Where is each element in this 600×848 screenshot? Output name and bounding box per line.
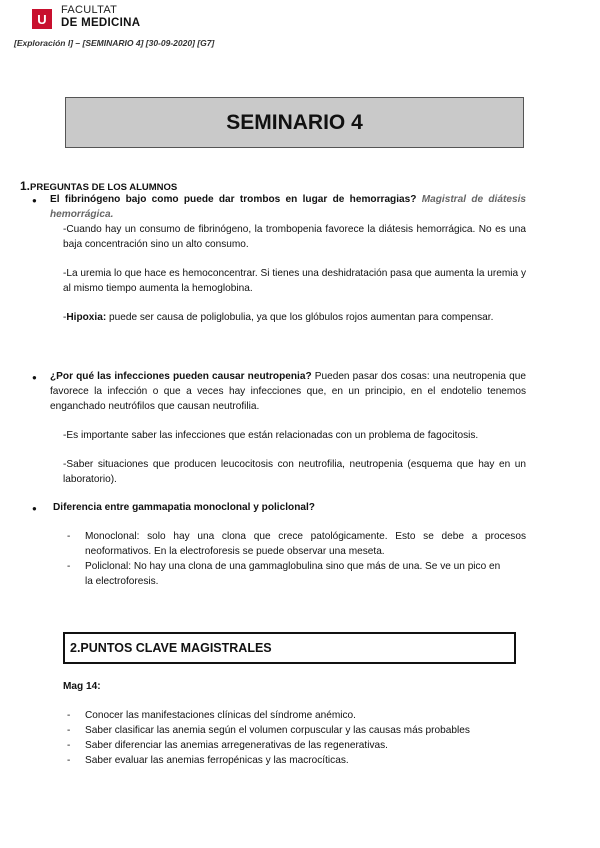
section1-title: PREGUNTAS DE LOS ALUMNOS xyxy=(30,182,178,193)
dash-marker: - xyxy=(67,710,71,721)
question-2-answer: Pueden pasar dos cosas: una neutropenia que favorece la infección o que a veces hay infecciones que, en un principio, en el endotelio tenemos enganchado neutrófilos que causan neutrofilia. xyxy=(50,371,526,412)
university-logo xyxy=(32,9,52,29)
question-3: Diferencia entre gammapatia monoclonal y policlonal? xyxy=(53,502,315,513)
document-subheader: [Exploración I] – [SEMINARIO 4] [30-09-2020] [G7] xyxy=(14,38,215,48)
q3-item-policlonal: Policlonal: No hay una clona de una gammaglobulina sino que más de una. Se ve un pico en la electroforesis. xyxy=(85,561,501,587)
q1-p3-bold: Hipoxia: xyxy=(66,312,107,323)
q2-paragraph-2: -Saber situaciones que producen leucocitosis con neutrofilia, neutropenia (esquema que hay en un laboratorio). xyxy=(63,459,526,485)
question-2-text: ¿Por qué las infecciones pueden causar neutropenia? xyxy=(50,371,312,382)
logo-letter: U xyxy=(37,11,47,27)
question-2 xyxy=(50,369,526,414)
dash-marker: - xyxy=(67,740,71,751)
keypoint-item: Saber clasificar las anemia según el volumen corpuscular y las causas más probables xyxy=(85,725,470,736)
dash-marker: - xyxy=(67,561,71,572)
page-title: SEMINARIO 4 xyxy=(226,110,363,134)
section1-number: 1. xyxy=(20,179,31,193)
section2-heading: 2.PUNTOS CLAVE MAGISTRALES xyxy=(70,641,272,655)
q1-paragraph-3 xyxy=(63,310,526,325)
faculty-name-line2: DE MEDICINA xyxy=(61,17,141,29)
keypoint-item: Saber diferenciar las anemias arregenerativas de las regenerativas. xyxy=(85,740,388,751)
question-1-tag: Magistral de diátesis hemorrágica. xyxy=(50,194,526,220)
bullet-icon: ● xyxy=(32,196,37,205)
section2-subheading: Mag 14: xyxy=(63,681,101,692)
dash-marker: - xyxy=(67,531,71,542)
question-1 xyxy=(50,192,526,222)
faculty-name-line1: FACULTAT xyxy=(61,4,118,16)
section2-box xyxy=(63,632,516,664)
q3-item-monoclonal: Monoclonal: solo hay una clona que crece patológicamente. Esto se debe a procesos neoformativos. En la electroforesis se puede observar una meseta. xyxy=(85,531,526,557)
section1-heading xyxy=(20,179,177,193)
bullet-icon: ● xyxy=(32,504,37,513)
q1-paragraph-2: -La uremia lo que hace es hemoconcentrar. Si tienes una deshidratación pasa que aumenta la uremia y al mismo tiempo aumenta la hemoglobina. xyxy=(63,268,526,294)
title-box xyxy=(65,97,524,148)
dash-marker: - xyxy=(67,755,71,766)
keypoint-item: Conocer las manifestaciones clínicas del síndrome anémico. xyxy=(85,710,356,721)
q1-p3-rest: puede ser causa de poliglobulia, ya que los glóbulos rojos aumentan para compensar. xyxy=(106,312,494,323)
q2-paragraph-1: -Es importante saber las infecciones que están relacionadas con un problema de fagocitosis. xyxy=(63,430,479,441)
bullet-icon: ● xyxy=(32,373,37,382)
question-1-text: El fibrinógeno bajo como puede dar trombos en lugar de hemorragias? xyxy=(50,194,417,205)
q1-paragraph-1: -Cuando hay un consumo de fibrinógeno, la trombopenia favorece la diátesis hemorrágica. No es una baja concentración sino un alto consumo. xyxy=(63,224,526,250)
q1-p3-prefix: - xyxy=(63,312,67,323)
keypoint-item: Saber evaluar las anemias ferropénicas y las macrocíticas. xyxy=(85,755,349,766)
dash-marker: - xyxy=(67,725,71,736)
